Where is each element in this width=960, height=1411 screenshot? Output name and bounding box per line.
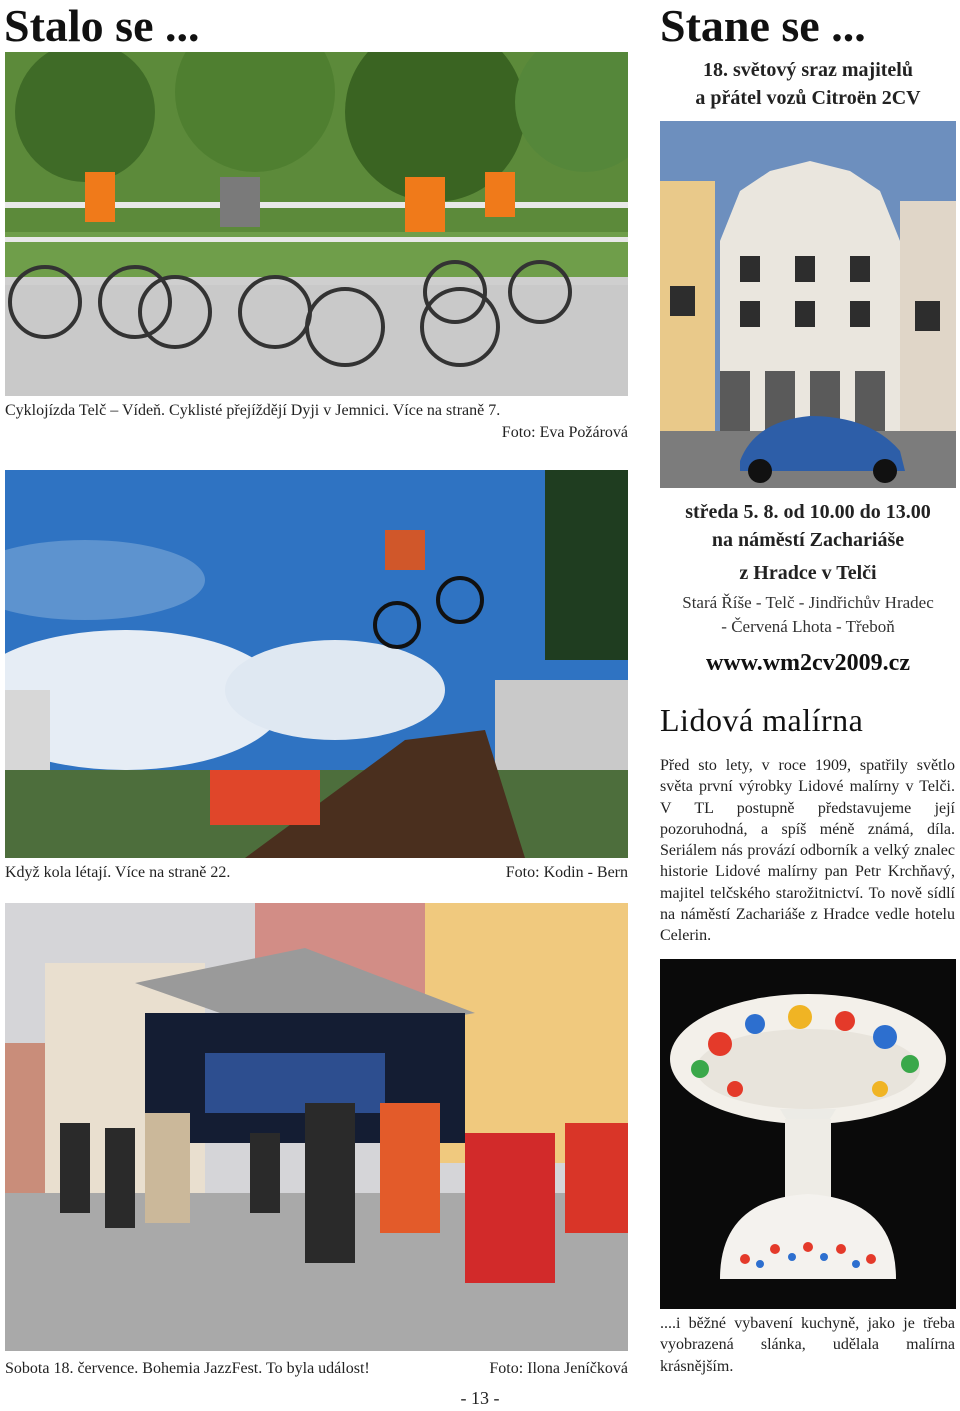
photo3-credit: Foto: Ilona Jeníčková: [489, 1360, 628, 1377]
bowl-caption: ....i běžné vybavení kuchyně, jako je třeba vyobrazená slánka, udělala malírna krásnějším.: [660, 1315, 955, 1375]
photo-jazzfest: [5, 903, 628, 1351]
event-place-line1: na náměstí Zachariáše: [711, 529, 905, 551]
heading-stane-se: Stane se ...: [660, 0, 866, 51]
section-title-lidova-malirna: Lidová malírna: [660, 702, 864, 738]
heading-stalo-se: Stalo se ...: [4, 0, 200, 51]
event-route-line1: Stará Říše - Telč - Jindřichův Hradec: [682, 593, 934, 612]
photo1-credit: Foto: Eva Požárová: [501, 424, 628, 441]
event-place-line2: z Hradce v Telči: [739, 562, 877, 584]
photo2-caption: Když kola létají. Více na straně 22.: [5, 864, 231, 881]
article-body: Před sto lety, v roce 1909, spatřily světlo světa první výrobky Lidové malírny v Telči. V TL postupně představujeme její pozoruhodná, a spíš méně známá, díla. Seriálem nás provází odborník a velký znalec historie Lidové malírny pan Petr Krchňavý, majitel telčského starožitnictví. To nově sídlí na náměstí Zachariáše z Hradce vedle hotelu Celerin.: [660, 757, 955, 945]
event-date-time: středa 5. 8. od 10.00 do 13.00: [685, 501, 931, 523]
photo2-credit: Foto: Kodin - Bern: [505, 864, 628, 881]
event-website: www.wm2cv2009.cz: [706, 650, 910, 676]
photo-salt-cellar: [660, 959, 956, 1309]
event-subtitle-line2: a přátel vozů Citroën 2CV: [695, 87, 921, 109]
photo3-caption: Sobota 18. července. Bohemia JazzFest. To byla událost!: [5, 1360, 370, 1377]
photo1-caption: Cyklojízda Telč – Vídeň. Cyklisté přejíždějí Dyji v Jemnici. Více na straně 7.: [5, 402, 501, 419]
event-subtitle-line1: 18. světový sraz majitelů: [703, 59, 913, 81]
photo-cyclists: [5, 52, 628, 396]
photo-bmx: [5, 470, 628, 858]
photo-citroen-2cv: [660, 121, 956, 488]
page-number: - 13 -: [460, 1388, 500, 1408]
event-route-line2: - Červená Lhota - Třeboň: [721, 617, 895, 636]
